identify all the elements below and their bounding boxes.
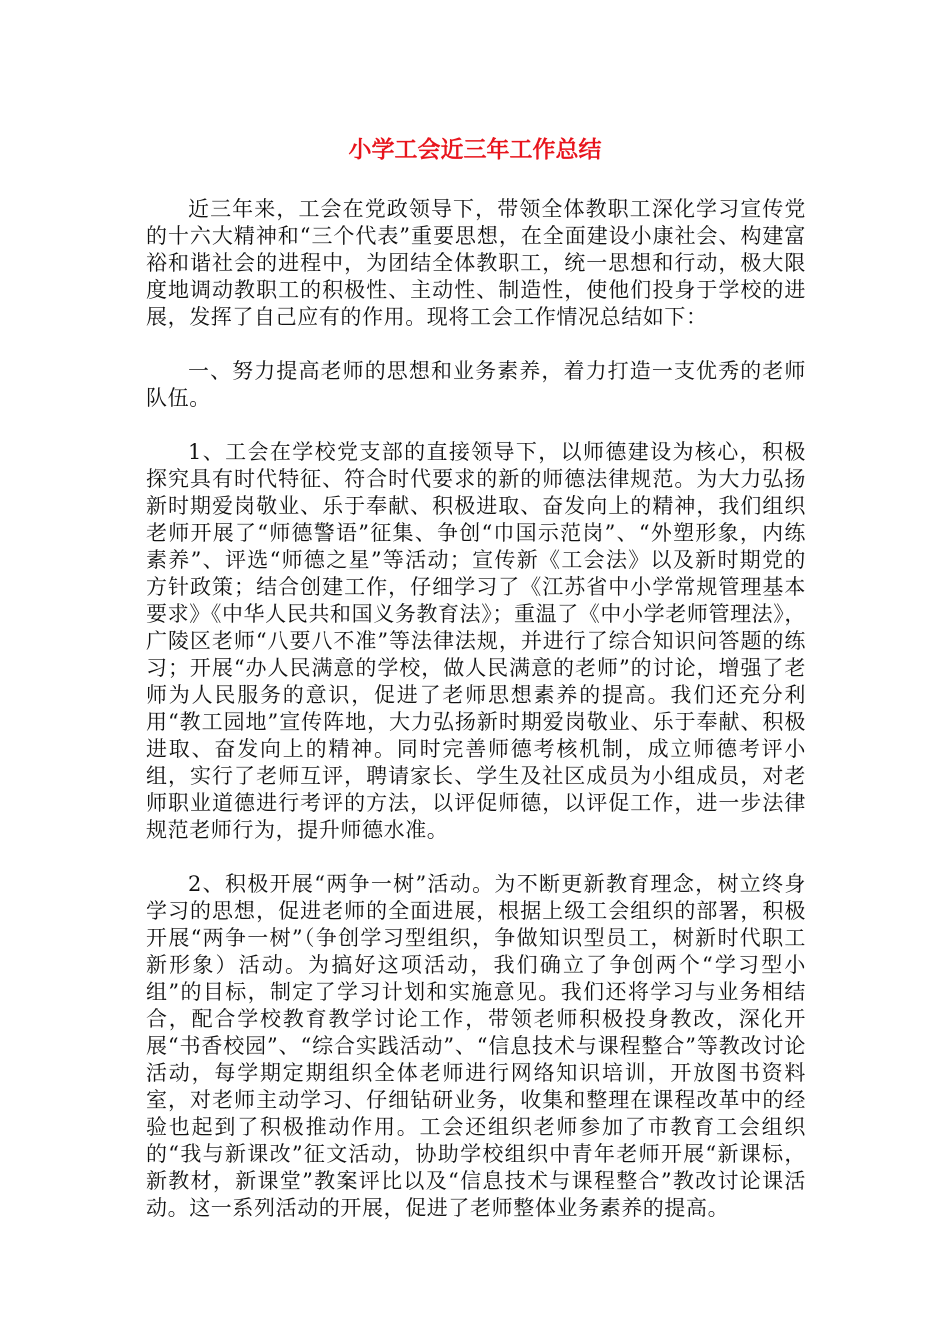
section-heading-paragraph: 一、努力提高老师的思想和业务素养，着力打造一支优秀的老师队伍。 <box>146 359 806 410</box>
document-title: 小学工会近三年工作总结 <box>348 137 602 163</box>
item-1-paragraph: 1、工会在学校党支部的直接领导下，以师德建设为核心，积极探究具有时代特征、符合时代要求的新的师德法律规范。为大力弘扬新时期爱岗敬业、乐于奉献、积极进取、奋发向上的精神，我们组织老师开展了“师德警语”征集、争创“巾国示范岗”、“外塑形象，内练素养”、评选“师德之星”等活动；宣传新《工会法》以及新时期党的方针政策；结合创建工作，仔细学习了《江苏省中小学常规管理基本要求》《中华人民共和国义务教育法》；重温了《中小学老师管理法》，广陵区老师“八要八不准”等法律法规，并进行了综合知识问答题的练习；开展“办人民满意的学校，做人民满意的老师”的讨论，增强了老师为人民服务的意识，促进了老师思想素养的提高。我们还充分利用“教工园地”宣传阵地，大力弘扬新时期爱岗敬业、乐于奉献、积极进取、奋发向上的精神。同时完善师德考核机制，成立师德考评小组，实行了老师互评，聘请家长、学生及社区成员为小组成员，对老师职业道德进行考评的方法，以评促师德，以评促工作，进一步法律规范老师行为，提升师德水准。 <box>146 440 806 842</box>
item-2-paragraph: 2、积极开展“两争一树”活动。为不断更新教育理念，树立终身学习的思想，促进老师的全面进展，根据上级工会组织的部署，积极开展“两争一树”（争创学习型组织，争做知识型员工，树新时代职工新形象）活动。为搞好这项活动，我们确立了争创两个“学习型小组”的目标，制定了学习计划和实施意见。我们还将学习与业务相结合，配合学校教育教学讨论工作，带领老师积极投身教改，深化开展“书香校园”、“综合实践活动”、“信息技术与课程整合”等教改讨论活动，每学期定期组织全体老师进行网络知识培训，开放图书资料室，对老师主动学习、仔细钻研业务，收集和整理在课程改革中的经验也起到了积极推动作用。工会还组织老师参加了市教育工会组织的“我与新课改”征文活动，协助学校组织中青年老师开展“新课标，新教材，新课堂”教案评比以及“信息技术与课程整合”教改讨论课活动。这一系列活动的开展，促进了老师整体业务素养的提高。 <box>146 872 806 1220</box>
intro-paragraph: 近三年来，工会在党政领导下，带领全体教职工深化学习宣传党的十六大精神和“三个代表”重要思想，在全面建设小康社会、构建富裕和谐社会的进程中，为团结全体教职工，统一思想和行动，极大限度地调动教职工的积极性、主动性、制造性，使他们投身于学校的进展，发挥了自己应有的作用。现将工会工作情况总结如下： <box>146 197 806 329</box>
document-body <box>146 196 806 1249</box>
